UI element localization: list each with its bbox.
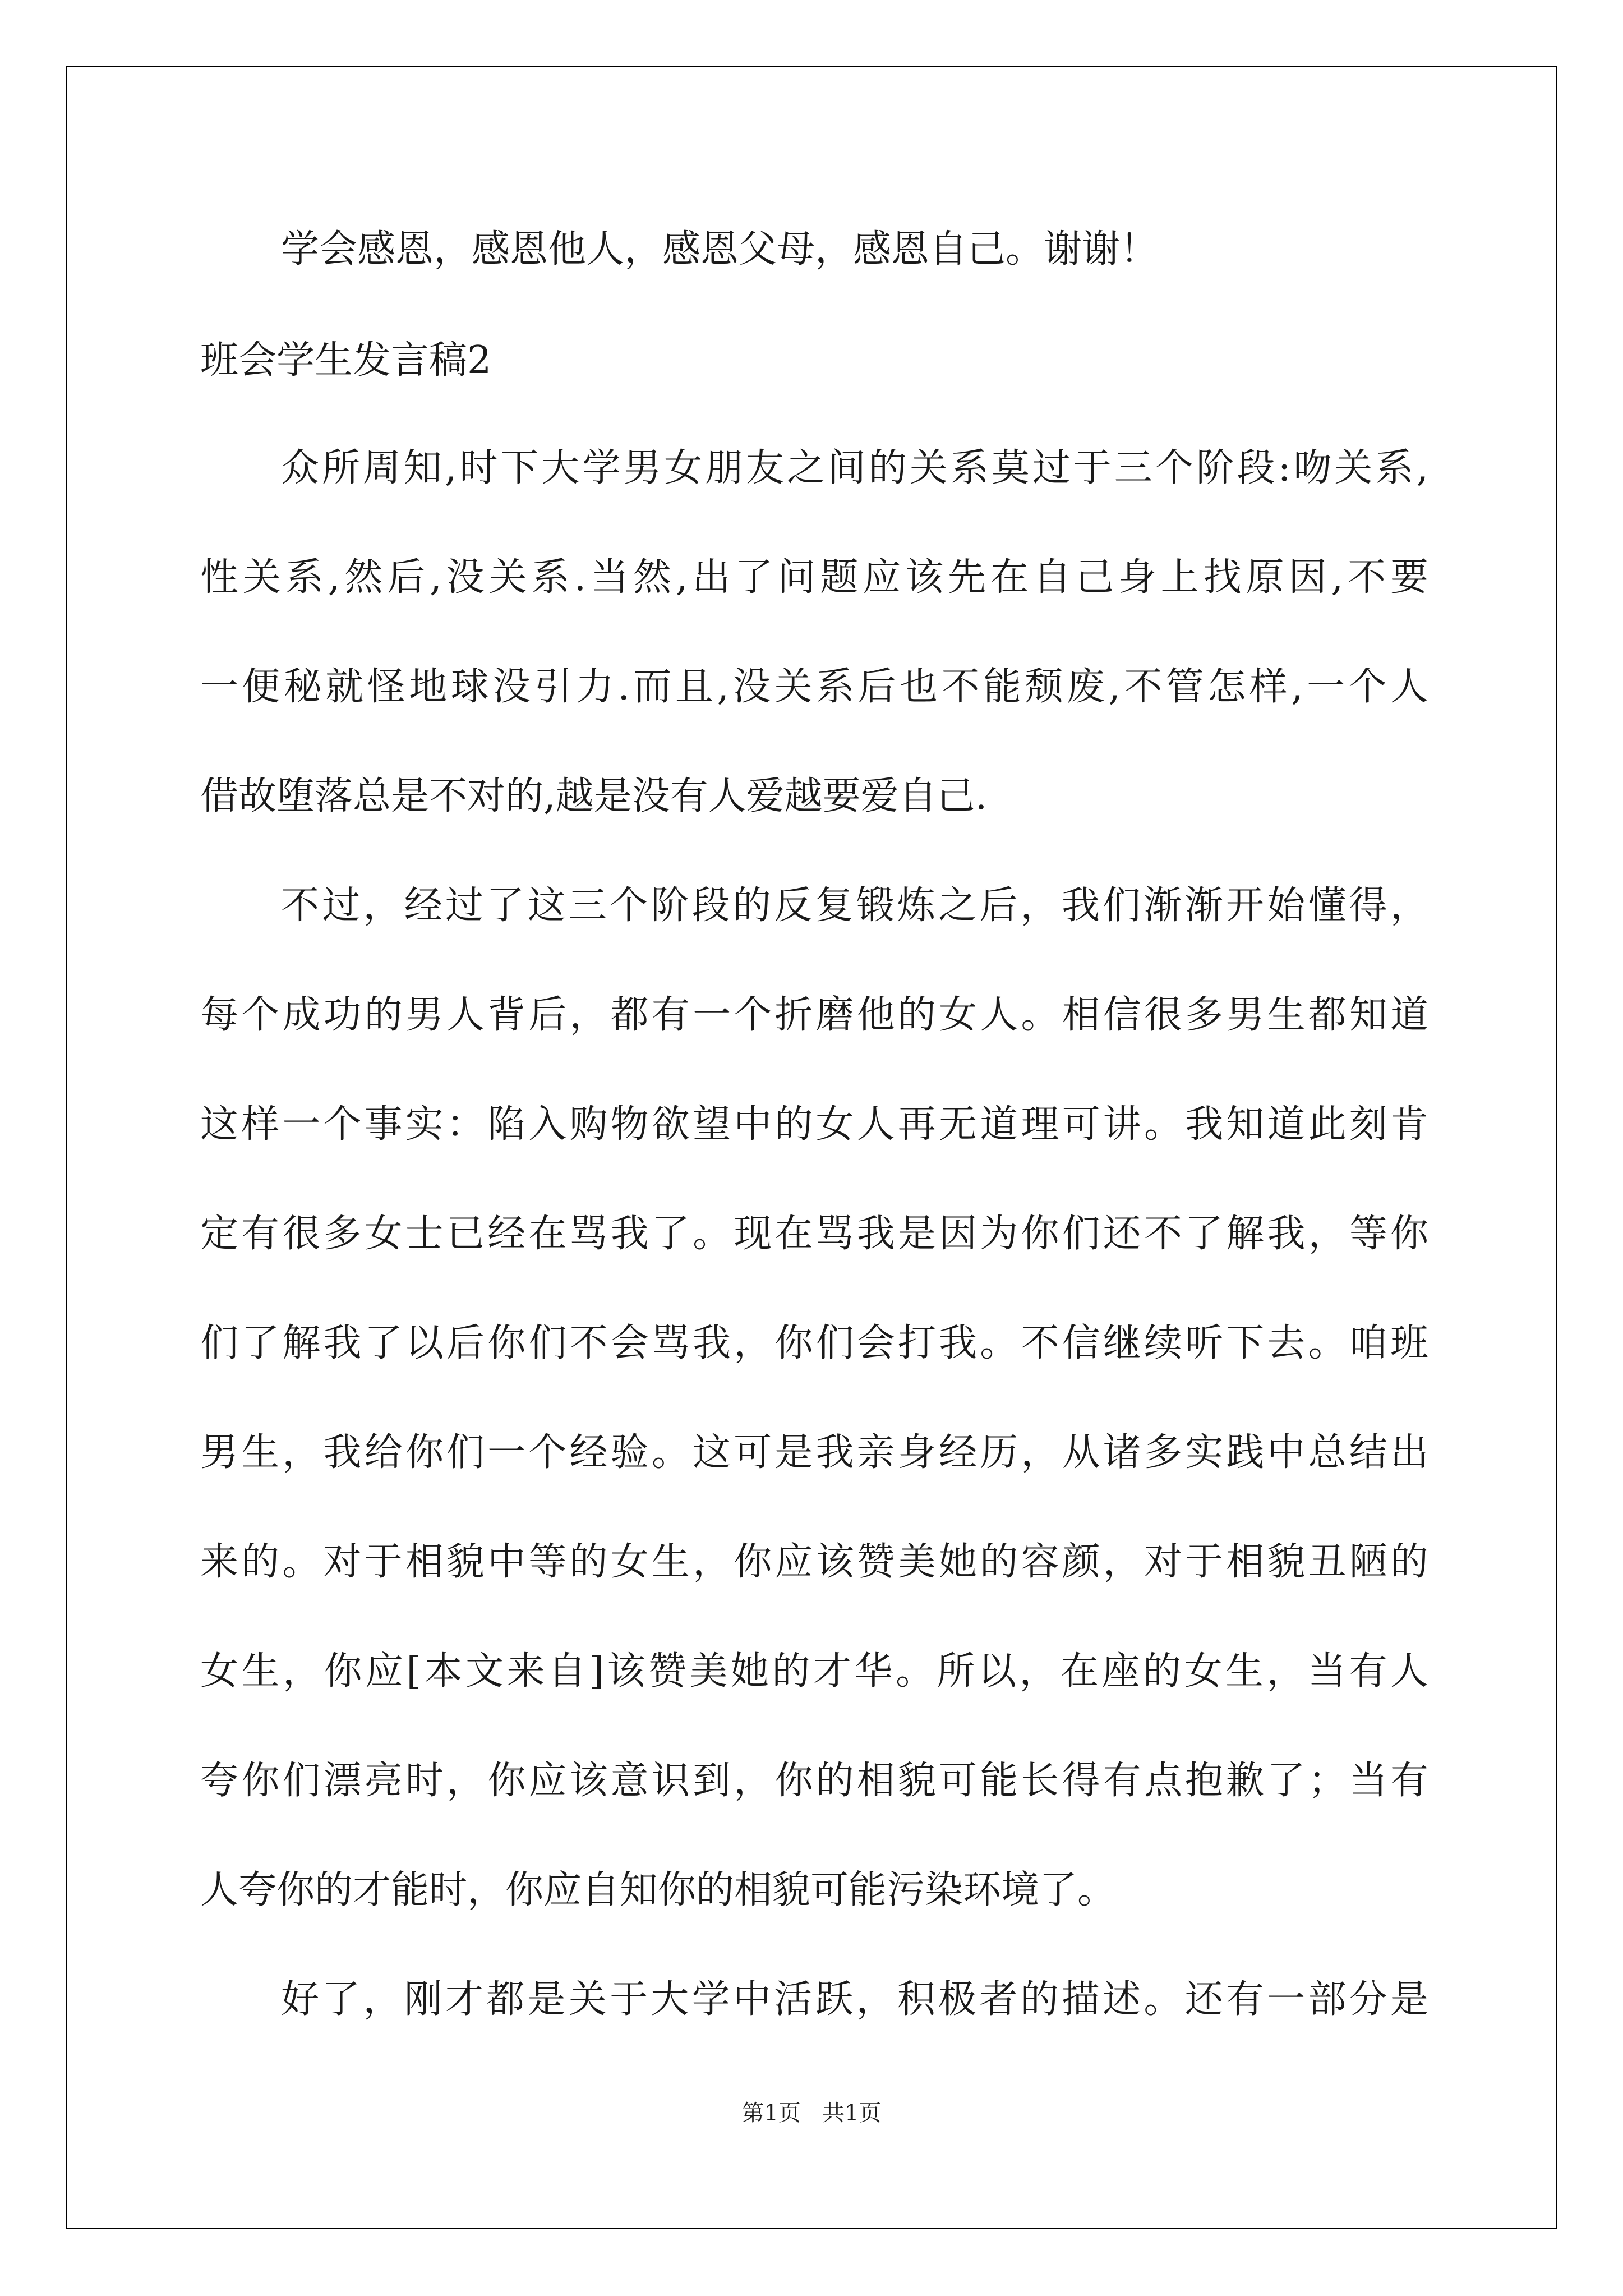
page-number-footer: 第1页 共1页	[741, 2100, 882, 2126]
section-heading: 班会学生发言稿2	[200, 338, 492, 383]
paragraph-4-line-10: 人夸你的才能时，你应自知你的相貌可能污染环境了。	[200, 1868, 1116, 1912]
paragraph-4-line-8: 女生，你应[本文来自]该赞美她的才华。所以，在座的女生，当有人	[200, 1649, 1428, 1694]
paragraph-3-line-1: 众所周知,时下大学男女朋友之间的关系莫过于三个阶段:吻关系,	[281, 446, 1428, 490]
paragraph-3-line-2: 性关系,然后,没关系.当然,出了问题应该先在自己身上找原因,不要	[200, 555, 1428, 600]
paragraph-5-line-1: 好了，刚才都是关于大学中活跃，积极者的描述。还有一部分是	[281, 1977, 1428, 2022]
paragraph-4-line-3: 这样一个事实：陷入购物欲望中的女人再无道理可讲。我知道此刻肯	[200, 1102, 1428, 1147]
paragraph-3-line-4: 借故堕落总是不对的,越是没有人爱越要爱自己.	[200, 774, 988, 818]
paragraph-4-line-1: 不过，经过了这三个阶段的反复锻炼之后，我们渐渐开始懂得，	[281, 884, 1428, 928]
paragraph-3-line-3: 一便秘就怪地球没引力.而且,没关系后也不能颓废,不管怎样,一个人	[200, 665, 1428, 709]
paragraph-4-line-7: 来的。对于相貌中等的女生，你应该赞美她的容颜，对于相貌丑陋的	[200, 1540, 1428, 1584]
paragraph-1-line-1: 学会感恩，感恩他人，感恩父母，感恩自己。谢谢！	[281, 227, 1159, 272]
paragraph-4-line-2: 每个成功的男人背后，都有一个折磨他的女人。相信很多男生都知道	[200, 993, 1428, 1037]
paragraph-4-line-6: 男生，我给你们一个经验。这可是我亲身经历，从诸多实践中总结出	[200, 1430, 1428, 1475]
paragraph-4-line-5: 们了解我了以后你们不会骂我，你们会打我。不信继续听下去。咱班	[200, 1321, 1428, 1365]
paragraph-4-line-4: 定有很多女士已经在骂我了。现在骂我是因为你们还不了解我，等你	[200, 1212, 1428, 1256]
paragraph-4-line-9: 夸你们漂亮时，你应该意识到，你的相貌可能长得有点抱歉了；当有	[200, 1759, 1428, 1803]
